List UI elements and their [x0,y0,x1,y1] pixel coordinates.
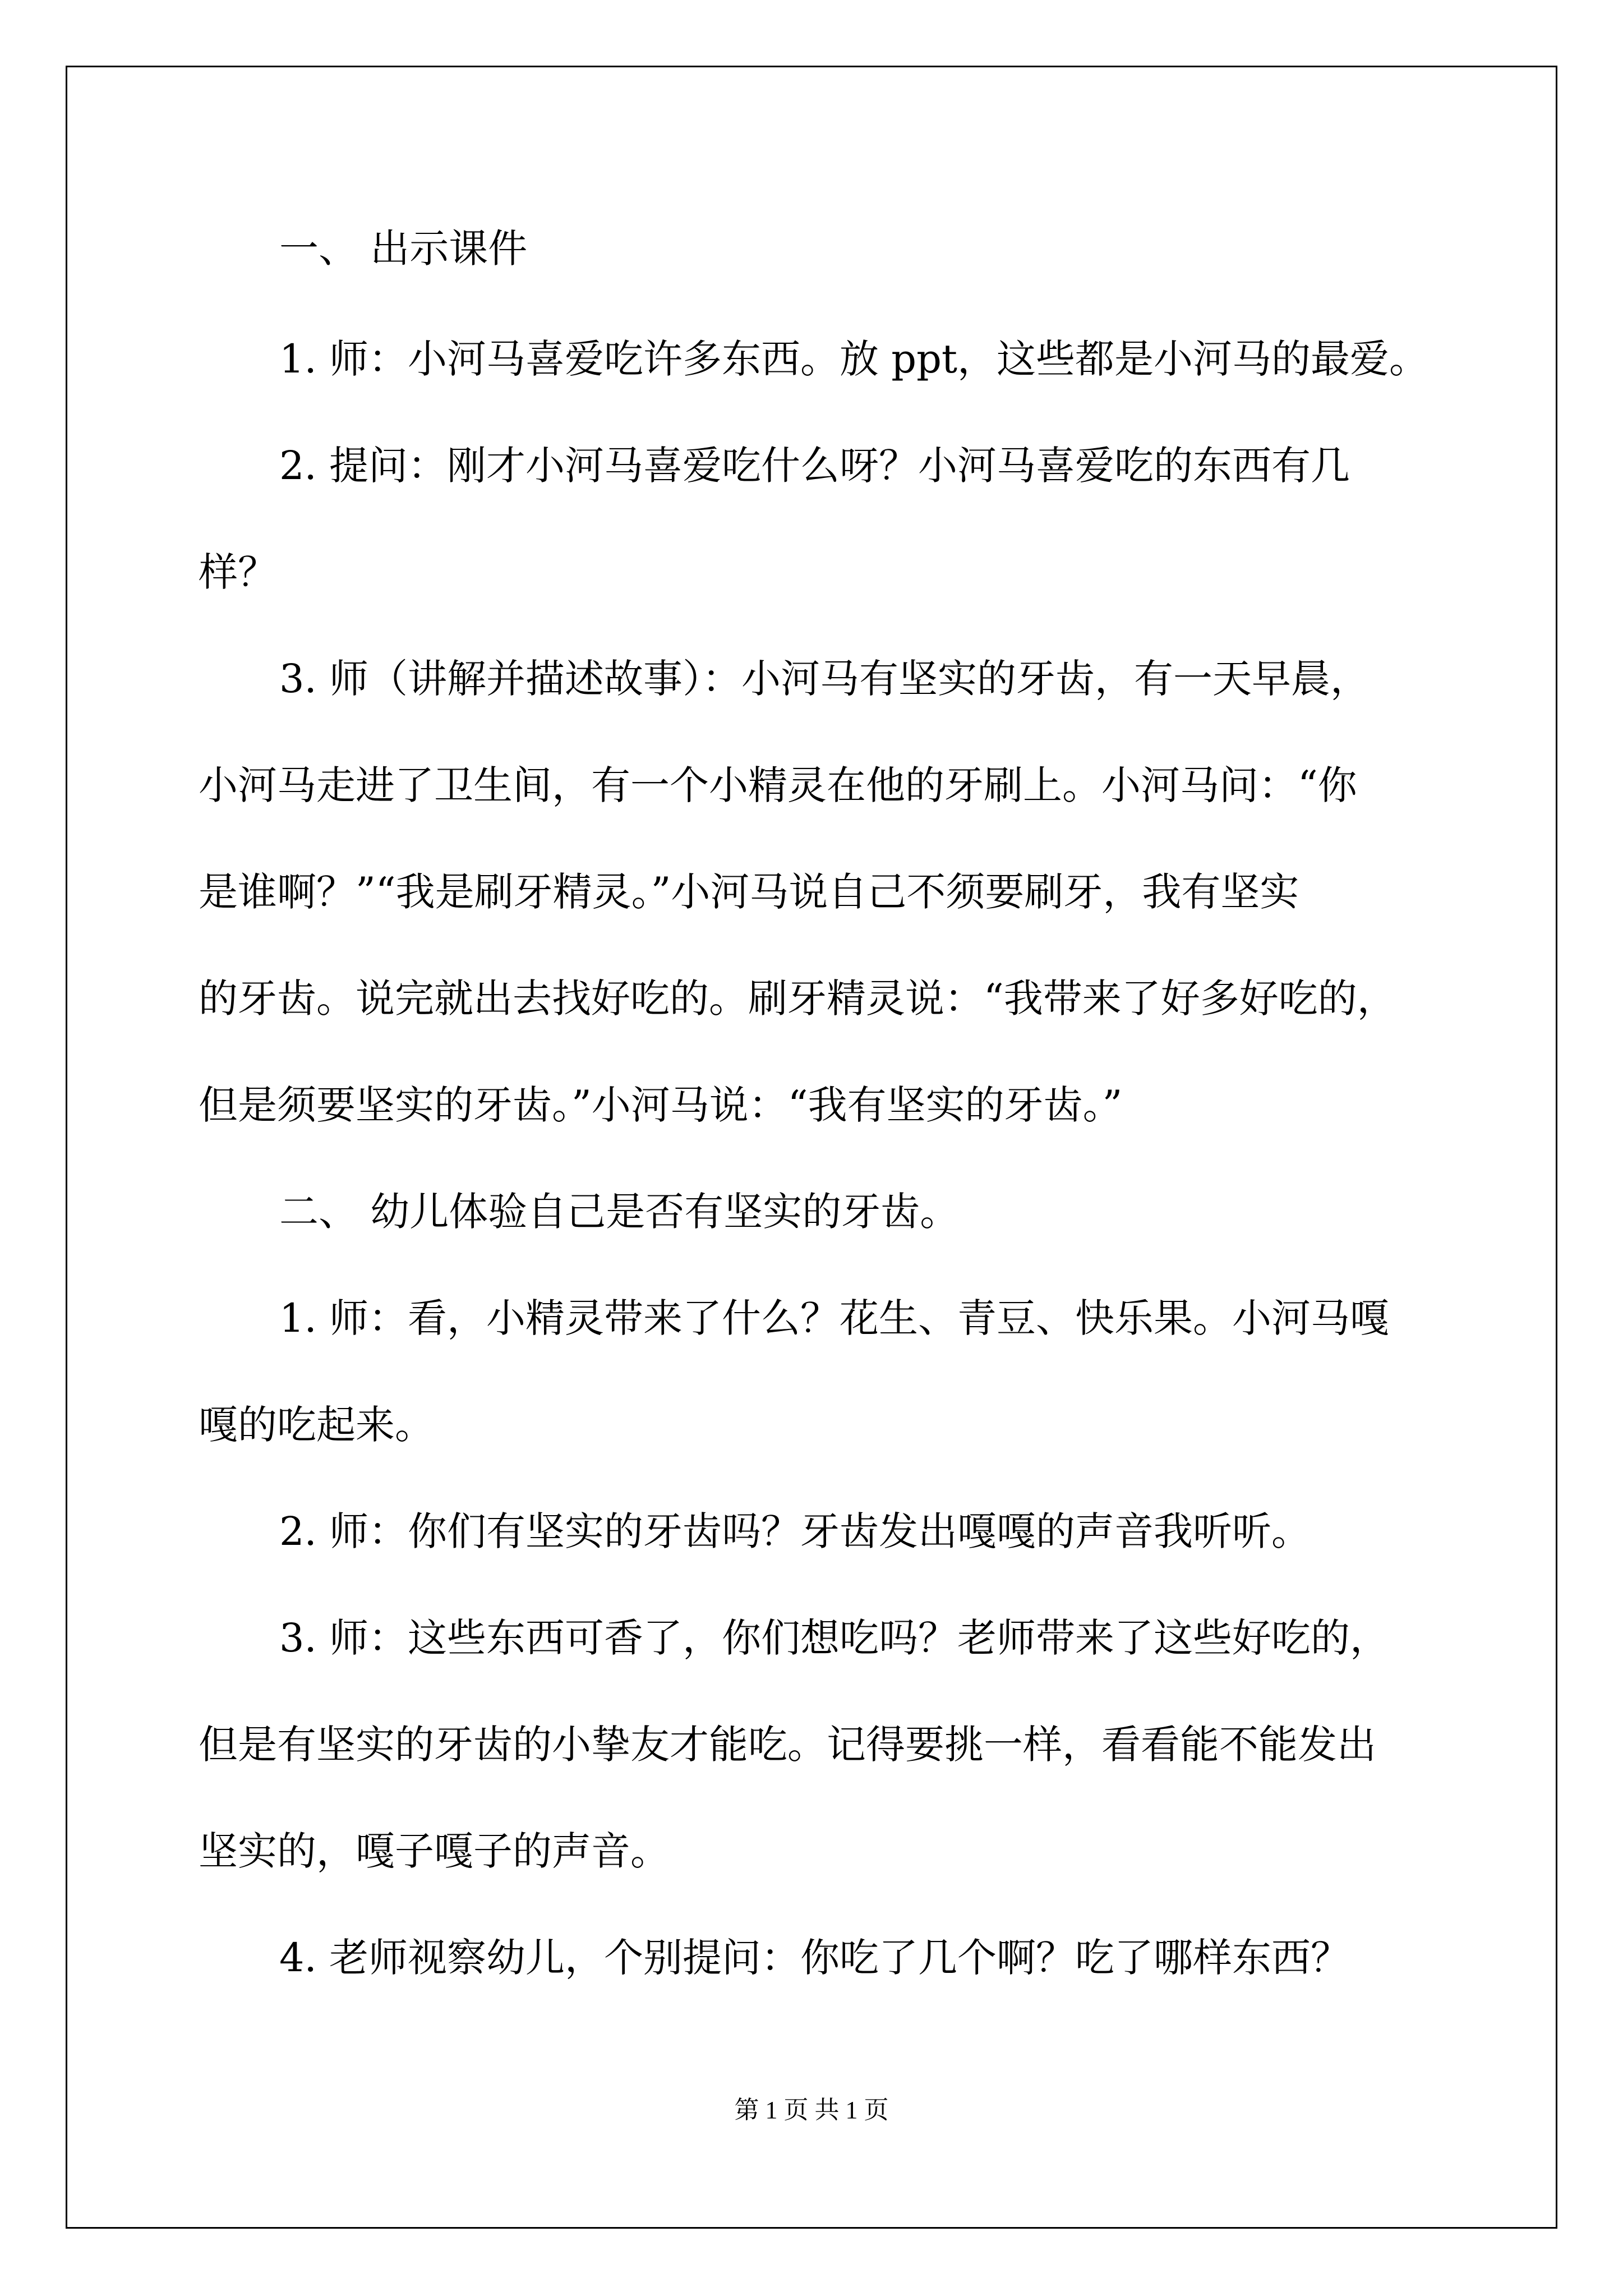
paragraph-line: 1. 师：小河马喜爱吃许多东西。放 ppt，这些都是小河马的最爱。 [279,336,1429,382]
paragraph-line: 是谁啊？”“我是刷牙精灵。”小河马说自己不须要刷牙，我有坚实 [199,869,1299,915]
paragraph-line: 嘎的吃起来。 [199,1402,434,1448]
paragraph-line: 的牙齿。说完就出去找好吃的。刷牙精灵说：“我带来了好多好吃的， [199,976,1396,1022]
heading-1: 一、 出示课件 [279,226,528,272]
paragraph-line: 1. 师：看，小精灵带来了什么？花生、青豆、快乐果。小河马嘎 [279,1295,1390,1341]
paragraph-line: 2. 师：你们有坚实的牙齿吗？牙齿发出嘎嘎的声音我听听。 [279,1508,1311,1554]
paragraph-line: 样？ [199,549,277,595]
paragraph-line: 小河马走进了卫生间，有一个小精灵在他的牙刷上。小河马问：“你 [199,762,1357,808]
page-number-footer: 第 1 页 共 1 页 [734,2096,889,2124]
page-border [66,66,1557,2229]
paragraph-line: 但是须要坚实的牙齿。”小河马说：“我有坚实的牙齿。” [199,1082,1123,1128]
heading-2: 二、 幼儿体验自己是否有坚实的牙齿。 [279,1189,960,1235]
paragraph-line: 2. 提问：刚才小河马喜爱吃什么呀？小河马喜爱吃的东西有几 [279,443,1350,489]
paragraph-line: 坚实的，嘎子嘎子的声音。 [199,1828,670,1874]
paragraph-line: 3. 师（讲解并描述故事）：小河马有坚实的牙齿，有一天早晨， [279,656,1370,702]
paragraph-line: 3. 师：这些东西可香了，你们想吃吗？老师带来了这些好吃的， [279,1615,1390,1661]
paragraph-line: 4. 老师视察幼儿，个别提问：你吃了几个啊？吃了哪样东西？ [279,1935,1350,1981]
paragraph-line: 但是有坚实的牙齿的小挚友才能吃。记得要挑一样，看看能不能发出 [199,1722,1376,1768]
